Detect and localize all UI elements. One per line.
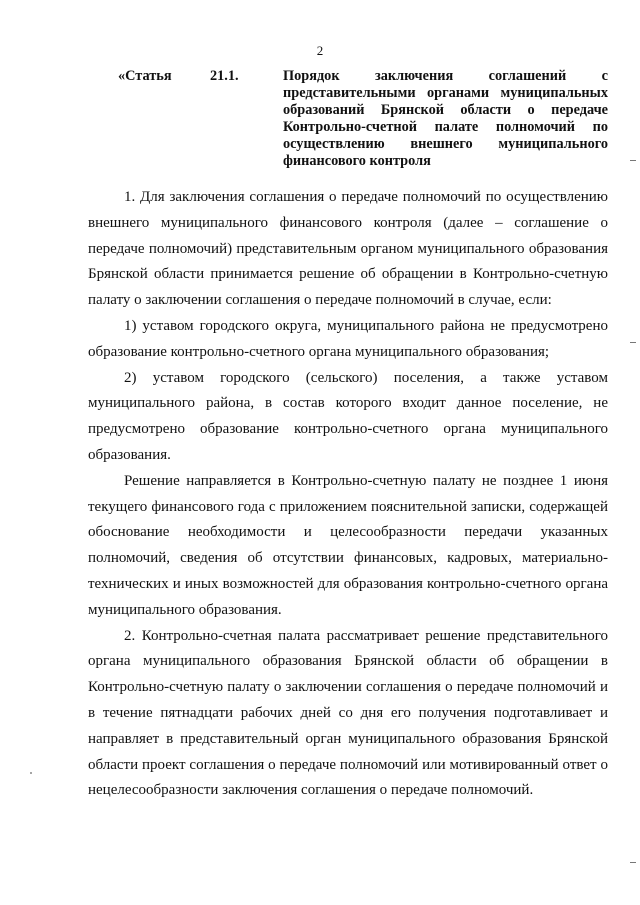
- article-heading: [118, 68, 608, 170]
- paragraph-decision: Решение направляется в Контрольно-счетную палату не позднее 1 июня текущего финансового года с приложением пояснительной записки, содержащей обоснование необходимости и целесообразности передачи указанных полномочий, сведения об отсутствии финансовых, кадровых, материально-технических и иных возможностей для образования контрольно-счетного органа муниципального образования.: [88, 472, 608, 618]
- paragraph-item-2: 2) уставом городского (сельского) поселения, а также уставом муниципального района, в состав которого входит данное поселение, не предусмотрено образование контрольно-счетного органа муниципального образования.: [88, 369, 608, 463]
- article-number: 21.1.: [210, 68, 239, 84]
- article-label: [118, 68, 283, 170]
- page-number: 2: [316, 43, 324, 58]
- article-body: [88, 185, 608, 804]
- paragraph-item-1: 1) уставом городского округа, муниципального района не предусмотрено образование контрольно-счетного органа муниципального образования;: [88, 317, 608, 360]
- scan-artifact: [630, 342, 636, 343]
- scan-artifact: [30, 772, 32, 774]
- article-title: Порядок заключения соглашений с представительными органами муниципальных образований Брянской области о передаче Контрольно-счетной палате полномочий по осуществлению внешнего муниципального финансового контроля: [283, 68, 608, 169]
- paragraph-2: 2. Контрольно-счетная палата рассматривает решение представительного органа муниципального образования Брянской области об обращении в Контрольно-счетную палату о заключении соглашения о передаче полномочий и в течение пятнадцати рабочих дней со дня его получения подготавливает и направляет в представительный орган муниципального образования Брянской области проект соглашения о передаче полномочий или мотивированный ответ о нецелесообразности заключения соглашения о передаче полномочий.: [88, 627, 608, 799]
- article-prefix: «Статья: [118, 68, 172, 84]
- paragraph-1: 1. Для заключения соглашения о передаче полномочий по осуществлению внешнего муниципального финансового контроля (далее – соглашение о передаче полномочий) представительным органом муниципального образования Брянской области принимается решение об обращении в Контрольно-счетную палату о заключении соглашения о передаче полномочий в случае, если:: [88, 189, 608, 309]
- scan-artifact: [630, 862, 636, 863]
- scan-artifact: [630, 160, 636, 161]
